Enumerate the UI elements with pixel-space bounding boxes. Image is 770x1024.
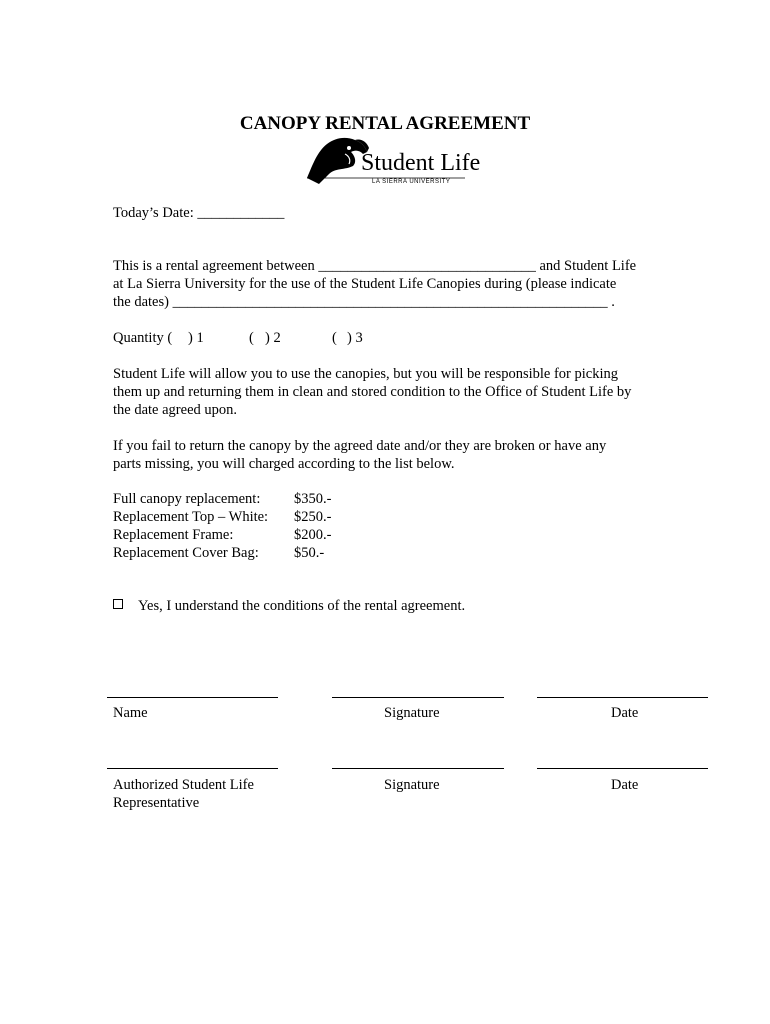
fee-label: Replacement Top – White: [113,509,269,525]
quantity-option-3: ) 3 [347,330,363,346]
name-line[interactable] [107,697,278,698]
representative-signature-caption: Signature [384,777,440,793]
acknowledgement-text: Yes, I understand the conditions of the rental agreement. [138,598,466,614]
date-caption: Date [611,705,639,721]
agreement-line-3: the dates) ____________________________________________________________ . [113,294,615,310]
quantity-option-2: ) 2 [265,330,281,346]
logo-wordmark: Student Life [361,150,481,176]
representative-date-caption: Date [611,777,639,793]
fee-price: $50.- [294,545,325,561]
fee-price: $250.- [294,509,332,525]
fee-label: Replacement Frame: [113,527,234,543]
representative-date-line[interactable] [537,768,708,769]
responsibility-line-3: the date agreed upon. [113,402,238,418]
agreement-line-1: This is a rental agreement between ______________________________ and Student Life [113,258,637,274]
name-caption: Name [113,705,148,721]
penalty-line-2: parts missing, you will charged according to the list below. [113,456,455,472]
logo-subtext: LA SIERRA UNIVERSITY [372,179,451,185]
representative-caption-line-2: Representative [113,795,200,811]
signature-line[interactable] [332,697,504,698]
signature-caption: Signature [384,705,440,721]
fee-label: Full canopy replacement: [113,491,261,507]
eagle-head-icon [307,138,369,184]
quantity-option-1: ) 1 [188,330,204,346]
document-title: CANOPY RENTAL AGREEMENT [239,113,531,134]
date-line[interactable] [537,697,708,698]
representative-caption-line-1: Authorized Student Life [113,777,254,793]
fee-price: $350.- [294,491,332,507]
fee-price: $200.- [294,527,332,543]
representative-signature-line[interactable] [332,768,504,769]
todays-date-field: Today’s Date: ____________ [113,205,285,221]
representative-line[interactable] [107,768,278,769]
responsibility-line-2: them up and returning them in clean and stored condition to the Office of Student Life by [113,384,632,400]
quantity-option-3-open: ( [332,330,337,346]
student-life-logo [305,134,481,186]
responsibility-line-1: Student Life will allow you to use the canopies, but you will be responsible for picking [113,366,618,382]
penalty-line-1: If you fail to return the canopy by the agreed date and/or they are broken or have any [113,438,607,454]
quantity-option-2-open: ( [249,330,254,346]
acknowledgement-checkbox[interactable] [113,599,123,609]
fee-label: Replacement Cover Bag: [113,545,259,561]
quantity-label: Quantity ( [113,330,173,346]
agreement-line-2: at La Sierra University for the use of the Student Life Canopies during (please indicate [113,276,617,292]
